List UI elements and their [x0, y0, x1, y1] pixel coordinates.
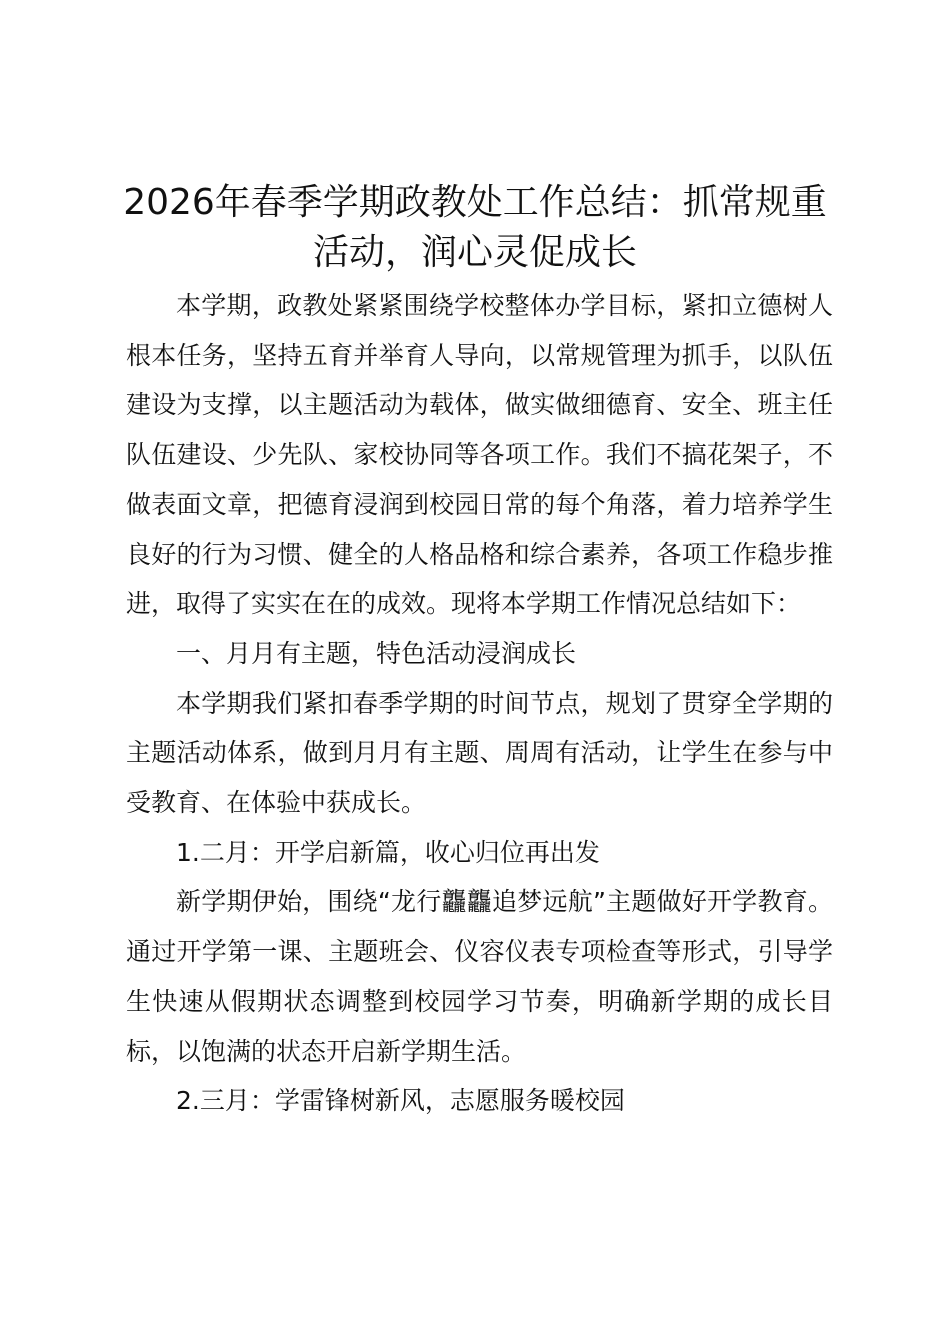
section-intro-paragraph: 本学期我们紧扣春季学期的时间节点，规划了贯穿全学期的主题活动体系，做到月月有主题、周周有活动，让学生在参与中受教育、在体验中获成长。	[126, 688, 833, 818]
february-paragraph: 新学期伊始，围绕“龙行龘龘追梦远航”主题做好开学教育。通过开学第一课、主题班会、仪容仪表专项检查等形式，引导学生快速从假期状态调整到校园学习节奏，明确新学期的成长目标，以饱满的状态开启新学期生活。	[126, 887, 833, 1066]
subheading-february: 1.二月：开学启新篇，收心归位再出发	[176, 837, 600, 867]
section-heading-1: 一、月月有主题，特色活动浸润成长	[176, 638, 577, 668]
subheading-march: 2.三月：学雷锋树新风，志愿服务暖校园	[176, 1086, 625, 1116]
document-title: 2026年春季学期政教处工作总结：抓常规重活动，润心灵促成长	[123, 182, 827, 273]
document-body	[126, 281, 833, 1126]
intro-paragraph: 本学期，政教处紧紧围绕学校整体办学目标，紧扣立德树人根本任务，坚持五育并举育人导向，以常规管理为抓手，以队伍建设为支撑，以主题活动为载体，做实做细德育、安全、班主任队伍建设、少先队、家校协同等各项工作。我们不搞花架子，不做表面文章，把德育浸润到校园日常的每个角落，着力培养学生良好的行为习惯、健全的人格品格和综合素养，各项工作稳步推进，取得了实实在在的成效。现将本学期工作情况总结如下：	[126, 291, 833, 619]
